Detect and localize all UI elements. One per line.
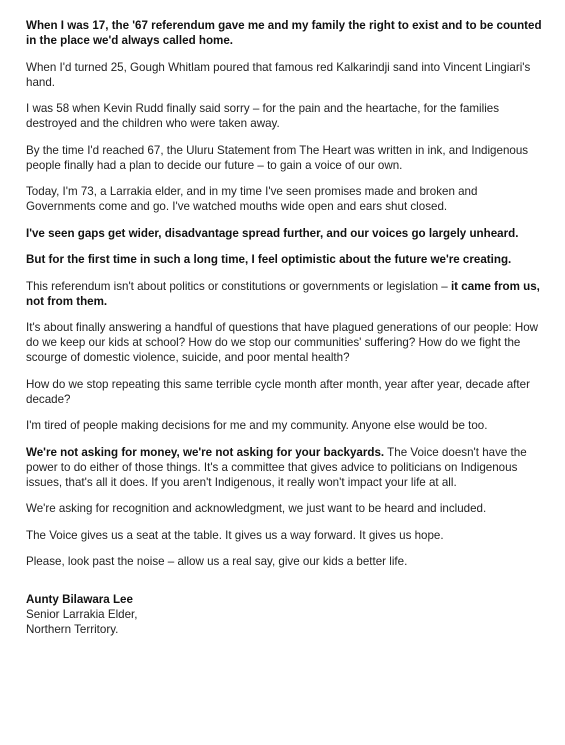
letter-body [26,18,548,637]
paragraph-larrakia-elder: Today, I'm 73, a Larrakia elder, and in my time I've seen promises made and broken and Governments come and go. I've watched mouths wide open and ears shut closed. [26,185,478,213]
paragraph-referendum-1967: When I was 17, the '67 referendum gave me and my family the right to exist and to be counted in the place we'd always called home. [26,19,542,47]
signature-place: Northern Territory. [26,623,119,636]
paragraph-referendum-purpose [26,279,548,309]
paragraph-not-asking [26,445,548,490]
paragraph-cycle: How do we stop repeating this same terrible cycle month after month, year after year, decade after decade? [26,377,530,406]
signature-title: Senior Larrakia Elder, [26,608,138,621]
paragraph-look-past-noise: Please, look past the noise – allow us a real say, give our kids a better life. [26,555,408,568]
signature-block [26,592,548,637]
paragraph-recognition: We're asking for recognition and acknowledgment, we just want to be heard and included. [26,502,487,515]
not-asking-text: The Voice doesn't have the power to do either of those things. It's a committee that gives advice to politicians on Indigenous issues, that's all it does. If you aren't Indigenous, it really won't impact your life at all. [26,445,527,489]
paragraph-rudd-apology: I was 58 when Kevin Rudd finally said sorry – for the pain and the heartache, for the families destroyed and the children who were taken away. [26,102,500,130]
paragraph-questions: It's about finally answering a handful of questions that have plagued generations of our people: How do we keep our kids at school? How do we stop our communities' suffering? How do we fight the scourge of domestic violence, suicide, and poor mental health? [26,321,539,364]
referendum-purpose-text: This referendum isn't about politics or constitutions or governments or legislation – [26,279,451,293]
paragraph-optimistic: But for the first time in such a long time, I feel optimistic about the future we're creating. [26,253,512,266]
not-asking-emphasis: We're not asking for money, we're not asking for your backyards. [26,445,385,459]
paragraph-tired: I'm tired of people making decisions for me and my community. Anyone else would be too. [26,419,488,432]
paragraph-whitlam: When I'd turned 25, Gough Whitlam poured that famous red Kalkarindji sand into Vincent Lingiari's hand. [26,60,531,89]
paragraph-seat-at-table: The Voice gives us a seat at the table. It gives us a way forward. It gives us hope. [26,528,444,542]
signature-name: Aunty Bilawara Lee [26,593,133,606]
paragraph-uluru-statement: By the time I'd reached 67, the Uluru Statement from The Heart was written in ink, and Indigenous people finally had a plan to decide our future – to gain a voice of our own. [26,143,529,172]
paragraph-gaps-wider: I've seen gaps get wider, disadvantage spread further, and our voices go largely unheard. [26,226,519,240]
referendum-purpose-emphasis: it came from us, not from them. [26,279,540,308]
